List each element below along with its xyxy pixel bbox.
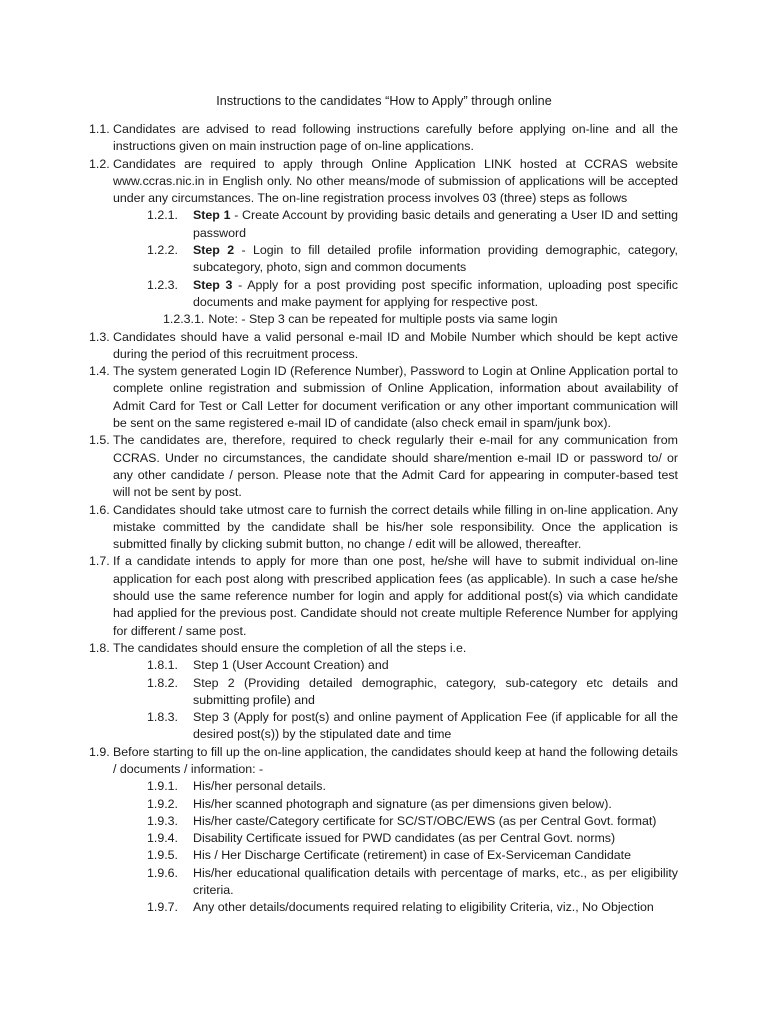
item-text: His/her personal details. xyxy=(193,779,326,794)
item-number: 1.1. xyxy=(89,122,110,136)
list-item-1-8 xyxy=(0,640,768,657)
step-label: Step 2 xyxy=(193,243,235,258)
item-number: 1.9.3. xyxy=(147,813,179,828)
step-label: Step 3 xyxy=(193,277,233,292)
list-item-1-9-5 xyxy=(0,847,768,864)
item-number: 1.8. xyxy=(89,640,110,655)
list-item-1-9-7 xyxy=(0,899,768,916)
item-text: The candidates are, therefore, required to check regularly their e-mail for any communication from CCRAS. Under no circumstances, the candidate should share/mention e-mail ID or password to/ or any other candidate / person. Please note that the Admit Card for appearing in computer-based test will not be sent by post. xyxy=(113,433,678,500)
item-number: 1.9.5. xyxy=(147,848,179,863)
item-text: The candidates should ensure the completion of all the steps i.e. xyxy=(113,640,467,655)
item-text: His/her scanned photograph and signature (as per dimensions given below). xyxy=(193,796,612,811)
item-text: His/her caste/Category certificate for SC/ST/OBC/EWS (as per Central Govt. format) xyxy=(193,813,657,828)
item-number: 1.5. xyxy=(89,433,110,448)
item-number: 1.3. xyxy=(89,329,110,344)
document-title: Instructions to the candidates “How to Apply” through online xyxy=(216,94,552,108)
item-number: 1.7. xyxy=(89,554,110,569)
item-number: 1.2.3.1. xyxy=(163,312,205,327)
item-number: 1.6. xyxy=(89,502,110,517)
list-item-1-7 xyxy=(0,553,768,639)
list-item-1-5 xyxy=(0,432,768,501)
item-text: Candidates are required to apply through Online Application LINK hosted at CCRAS website www.ccras.nic.in in English only. No other means/mode of submission of applications will be accepted under any circumstances. The on-line registration process involves 03 (three) steps as follows xyxy=(113,156,678,206)
instruction-list xyxy=(0,121,768,917)
item-number: 1.9.6. xyxy=(147,865,179,880)
item-text: Step 1 (User Account Creation) and xyxy=(193,658,389,673)
item-number: 1.4. xyxy=(89,364,110,379)
item-number: 1.9. xyxy=(89,744,110,759)
list-item-1-2-2 xyxy=(0,242,768,277)
list-item-1-8-1 xyxy=(0,657,768,674)
item-number: 1.9.2. xyxy=(147,796,179,811)
list-item-1-1 xyxy=(0,121,768,156)
list-item-1-9 xyxy=(0,744,768,779)
list-item-1-2 xyxy=(0,156,768,208)
list-item-1-9-4 xyxy=(0,830,768,847)
step-label: Step 1 xyxy=(193,208,231,223)
item-text: Candidates are advised to read following instructions carefully before applying on-line and all the instructions given on main instruction page of on-line applications. xyxy=(113,122,678,154)
item-text: Candidates should take utmost care to furnish the correct details while filling in on-line application. Any mistake committed by the candidate shall be his/her sole responsibility. Once the application is submitted finally by clicking submit button, no change / edit will be allowed, thereafter. xyxy=(113,502,678,552)
list-item-1-9-2 xyxy=(0,796,768,813)
item-text: The system generated Login ID (Reference Number), Password to Login at Online Application portal to complete online registration and submission of Online Application, information about availability of Admit Card for Test or Call Letter for document verification or any other important communication will be sent on the same registered e-mail ID of candidate (also check email in spam/junk box). xyxy=(113,364,678,431)
item-text: - Login to fill detailed profile information providing demographic, category, subcategory, photo, sign and common documents xyxy=(193,243,678,275)
item-text: Step 3 (Apply for post(s) and online payment of Application Fee (if applicable for all the desired post(s)) by the stipulated date and time xyxy=(193,710,678,742)
list-item-1-6 xyxy=(0,502,768,554)
list-item-1-2-1 xyxy=(0,207,768,242)
item-text: Before starting to fill up the on-line application, the candidates should keep at hand the following details / documents / information: - xyxy=(113,744,678,776)
list-item-1-4 xyxy=(0,363,768,432)
list-item-1-8-3 xyxy=(0,709,768,744)
item-text: Any other details/documents required relating to eligibility Criteria, viz., No Objection xyxy=(193,900,654,915)
list-item-1-9-1 xyxy=(0,778,768,795)
item-text: His / Her Discharge Certificate (retirement) in case of Ex-Serviceman Candidate xyxy=(193,848,631,863)
item-number: 1.8.2. xyxy=(147,675,179,690)
item-text: Candidates should have a valid personal e-mail ID and Mobile Number which should be kept active during the period of this recruitment process. xyxy=(113,329,678,361)
item-text: His/her educational qualification details with percentage of marks, etc., as per eligibility criteria. xyxy=(193,865,678,898)
list-item-1-9-6 xyxy=(0,865,768,900)
list-item-1-9-3 xyxy=(0,813,768,830)
list-item-1-2-3 xyxy=(0,277,768,312)
item-text: - Apply for a post providing post specific information, uploading post specific documents and make payment for applying for respective post. xyxy=(193,277,678,309)
item-number: 1.2.2. xyxy=(147,243,179,258)
item-text: If a candidate intends to apply for more than one post, he/she will have to submit individual on-line application for each post along with prescribed application fees (as applicable). In such a case he/she should use the same reference number for login and apply for additional post(s) via which candidate had applied for the previous post. Candidate should not create multiple Reference Number for applying for different / same post. xyxy=(113,554,678,638)
item-text: Note: - Step 3 can be repeated for multiple posts via same login xyxy=(208,312,558,327)
item-text: Disability Certificate issued for PWD candidates (as per Central Govt. norms) xyxy=(193,831,616,846)
item-number: 1.9.7. xyxy=(147,900,179,915)
item-number: 1.2.1. xyxy=(147,208,179,223)
list-item-1-2-3-1 xyxy=(0,311,768,328)
item-text: Step 2 (Providing detailed demographic, category, sub-category etc details and submitting profile) and xyxy=(193,675,678,707)
list-item-1-8-2 xyxy=(0,675,768,710)
item-number: 1.9.1. xyxy=(147,779,179,794)
item-number: 1.2. xyxy=(89,156,110,171)
item-number: 1.9.4. xyxy=(147,831,179,846)
item-number: 1.2.3. xyxy=(147,277,179,292)
list-item-1-3 xyxy=(0,329,768,364)
item-number: 1.8.3. xyxy=(147,710,179,725)
item-text: - Create Account by providing basic details and generating a User ID and setting password xyxy=(193,208,678,240)
item-number: 1.8.1. xyxy=(147,658,179,673)
